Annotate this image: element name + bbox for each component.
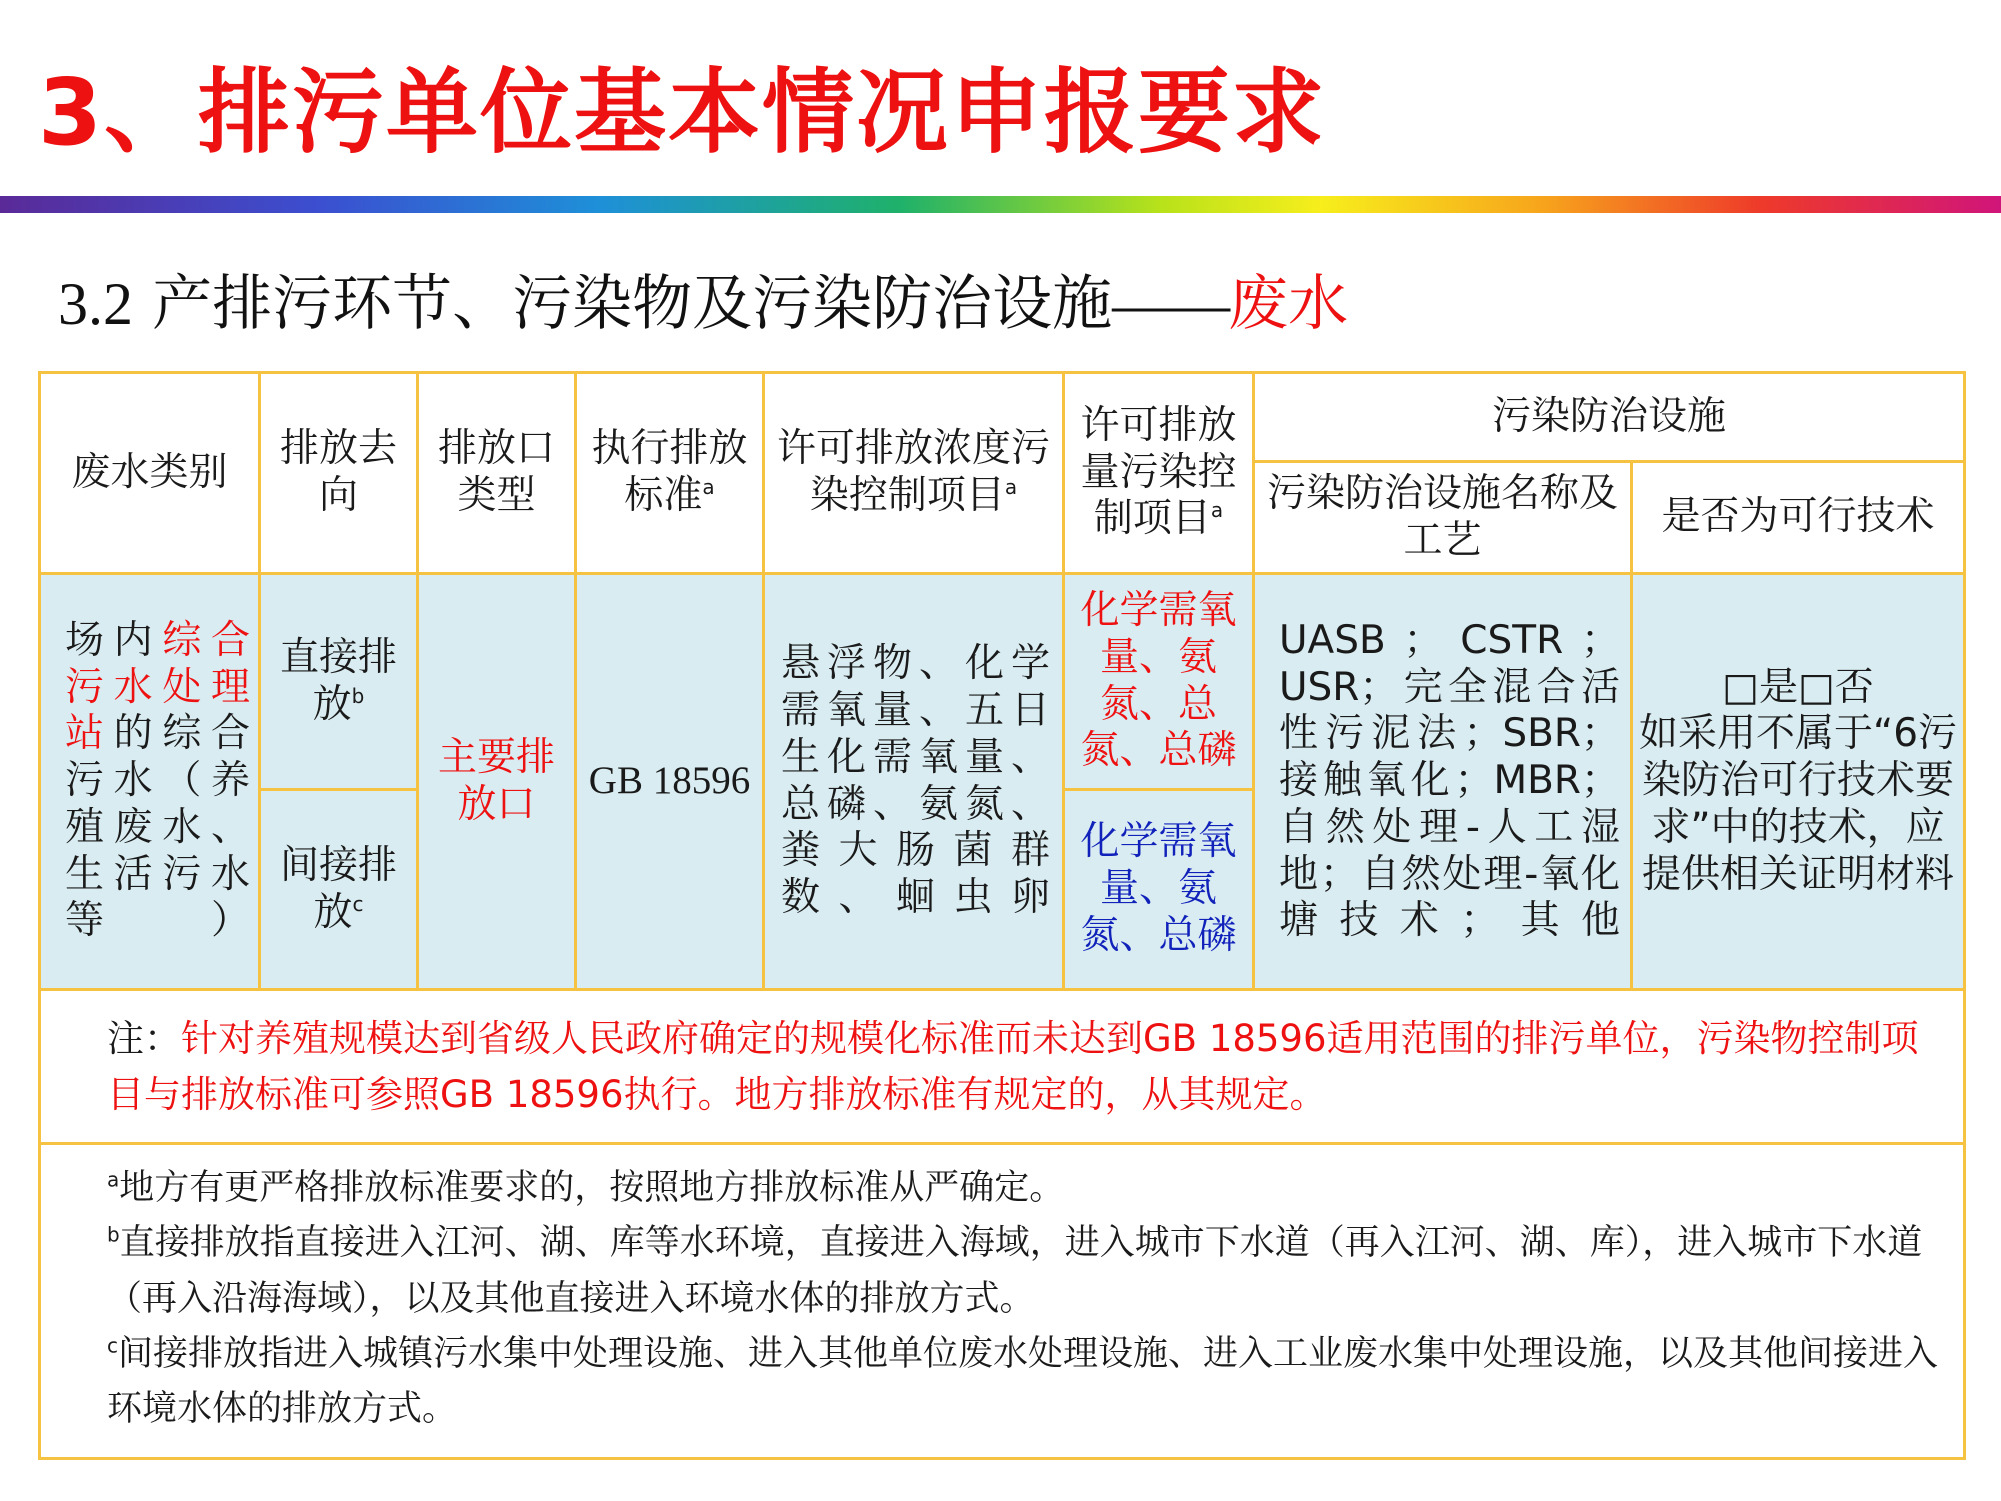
note-text: 针对养殖规模达到省级人民政府确定的规模化标准而未达到GB 18596适用范围的排污单位，污染物控制项目与排放标准可参照GB 18596执行。地方排放标准有规定的，从其规定。 <box>107 1017 1919 1116</box>
header-standard: 执行排放标准$^a$ <box>576 373 764 574</box>
section-text: 产排污环节、污染物及污染防治设施 <box>133 269 1113 339</box>
cell-outlet-type: 主要排放口 <box>418 574 576 990</box>
footnote-a: $^a$地方有更严格排放标准要求的，按照地方排放标准从严确定。 <box>107 1167 1065 1208</box>
note-label: 注： <box>107 1017 181 1060</box>
section-number: 3.2 <box>58 271 133 337</box>
header-outlet-type: 排放口类型 <box>418 373 576 574</box>
section-highlight: 废水 <box>1228 269 1349 339</box>
feasible-note: 如采用不属于“6污染防治可行技术要求”中的技术，应提供相关证明材料 <box>1639 711 1958 897</box>
page-title: 3、排污单位基本情况申报要求 <box>38 59 1327 166</box>
wastewater-table <box>38 371 1966 1460</box>
cell-conc-items: 悬浮物、化学需氧量、五日生化需氧量、总磷、氨氮、粪大肠菌群数、蛔虫卵 <box>764 574 1064 990</box>
section-dash: —— <box>1112 271 1229 337</box>
cell-mass-direct: 化学需氧量、氨氮、总氮、总磷 <box>1064 574 1254 790</box>
header-category: 废水类别 <box>40 373 260 574</box>
header-mass-items: 许可排放量污染控制项目$^a$ <box>1064 373 1254 574</box>
footnote-c: $^c$间接排放指进入城镇污水集中处理设施、进入其他单位废水处理设施、进入工业废水集中处理设施，以及其他间接进入环境水体的排放方式。 <box>107 1333 1939 1430</box>
cell-feasible <box>1632 574 1965 990</box>
note-cell <box>40 990 1965 1144</box>
cell-indirect: 间接排放$^c$ <box>260 790 418 990</box>
cell-direct: 直接排放$^b$ <box>260 574 418 790</box>
header-facility-name: 污染防治设施名称及工艺 <box>1254 462 1632 574</box>
footnote-b: $^b$直接排放指直接进入江河、湖、库等水环境，直接进入海域，进入城市下水道（再入江河、湖、库），进入城市下水道（再入沿海海域），以及其他直接进入环境水体的排放方式。 <box>107 1222 1923 1319</box>
rainbow-divider <box>0 196 2001 213</box>
section-title <box>58 268 1348 340</box>
header-facilities: 污染防治设施 <box>1254 373 1965 462</box>
cell-category: 场内综合污水处理站的综合污水（养殖废水、生活污水等） <box>40 574 260 990</box>
cell-facility-name: UASB ； CSTR ； USR；完全混合活性污泥法；SBR；接触氧化；MBR；自然处理-人工湿地；自然处理-氧化塘技术；其他 <box>1254 574 1632 990</box>
footnotes-cell <box>40 1144 1965 1459</box>
header-feasible: 是否为可行技术 <box>1632 462 1965 574</box>
header-conc-items: 许可排放浓度污染控制项目$^a$ <box>764 373 1064 574</box>
feasible-choice: □是□否 <box>1722 664 1874 710</box>
header-destination: 排放去向 <box>260 373 418 574</box>
cell-standard: GB 18596 <box>576 574 764 990</box>
cell-mass-indirect: 化学需氧量、氨氮、总磷 <box>1064 790 1254 990</box>
